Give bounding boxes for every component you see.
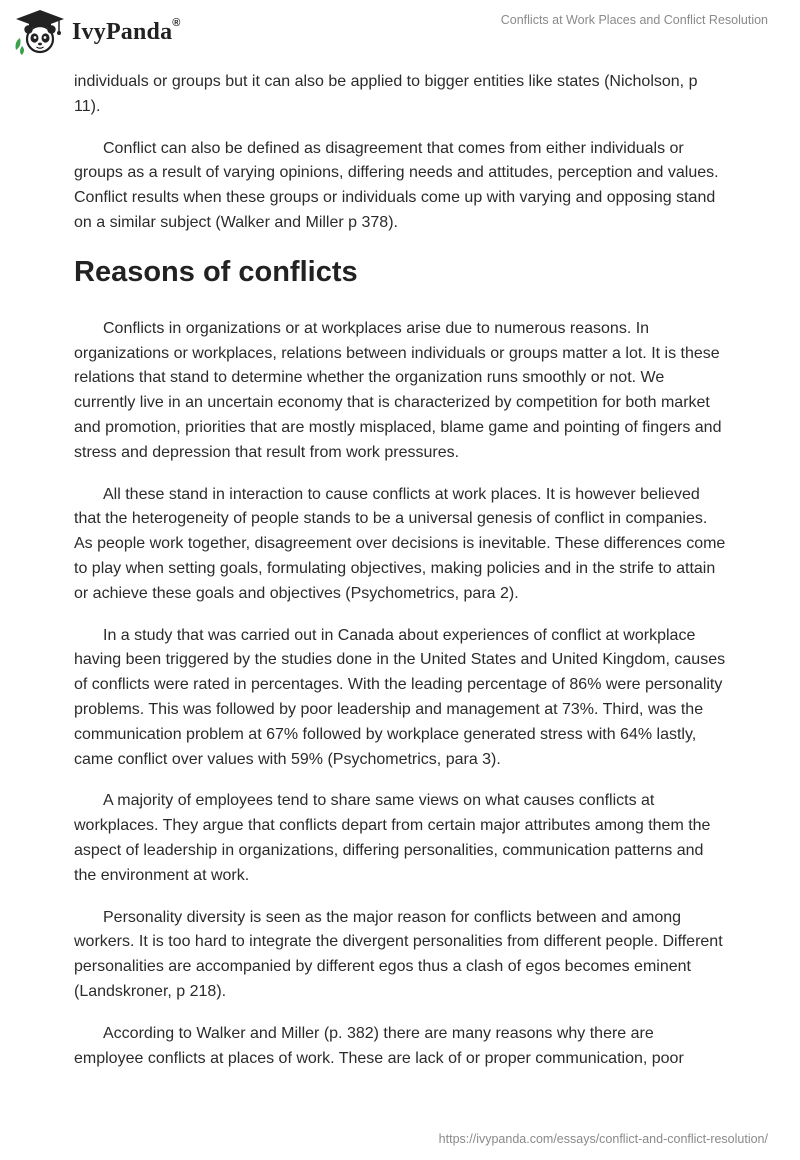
paragraph: A majority of employees tend to share same views on what causes conflicts at workplaces. They argue that conflicts depart from certain major attributes among them the aspect of leadership in organizations, differing personalities, communication patterns and the environment at work. bbox=[74, 792, 711, 884]
source-url[interactable]: https://ivypanda.com/essays/conflict-and-conflict-resolution/ bbox=[438, 1132, 768, 1146]
document-title: Conflicts at Work Places and Conflict Resolution bbox=[500, 13, 768, 27]
essay-body bbox=[74, 70, 726, 1088]
logo-wordmark: IvyPanda® bbox=[72, 16, 181, 45]
paragraph: Conflicts in organizations or at workplaces arise due to numerous reasons. In organizations or workplaces, relations between individuals or groups matter a lot. It is these relations that stand to determine whether the organization runs smoothly or not. We currently live in an uncertain economy that is characterized by competition for both market and promotion, priorities that are mostly misplaced, blame game and pointing of fingers and stress and depression that result from work pressures. bbox=[74, 319, 722, 461]
paragraph-continuation: individuals or groups but it can also be applied to bigger entities like states (Nicholson, p 11). bbox=[74, 73, 698, 115]
paragraph: Conflict can also be defined as disagreement that comes from either individuals or groups as a result of varying opinions, differing needs and attitudes, perception and values. Conflict results when these groups or individuals come up with varying and opposing stand on a similar subject (Walker and Miller p 378). bbox=[74, 139, 719, 231]
panda-graduate-icon bbox=[12, 8, 68, 56]
paragraph: All these stand in interaction to cause conflicts at work places. It is however believed that the heterogeneity of people stands to be a universal genesis of conflict in companies. As people work together, disagreement over decisions is inevitable. These differences come to play when setting goals, formulating objectives, making policies and in the strife to attain or achieve these goals and objectives (Psychometrics, para 2). bbox=[74, 485, 726, 602]
ivypanda-logo[interactable] bbox=[12, 8, 181, 56]
paragraph: In a study that was carried out in Canada about experiences of conflict at workplace having been triggered by the studies done in the United States and United Kingdom, causes of conflicts were rated in percentages. With the leading percentage of 86% were personality problems. This was followed by poor leadership and management at 73%. Third, was the communication problem at 67% followed by workplace generated stress with 64% lastly, came conflict over values with 59% (Psychometrics, para 3). bbox=[74, 626, 726, 768]
paragraph: According to Walker and Miller (p. 382) there are many reasons why there are employee conflicts at places of work. These are lack of or proper communication, poor bbox=[74, 1024, 684, 1067]
page-header bbox=[0, 0, 800, 70]
section-heading: Reasons of conflicts bbox=[74, 255, 358, 288]
paragraph: Personality diversity is seen as the major reason for conflicts between and among workers. It is too hard to integrate the divergent personalities from different people. Different personalities are accompanied by different egos thus a clash of egos becomes eminent (Landskroner, p 218). bbox=[74, 908, 723, 1000]
